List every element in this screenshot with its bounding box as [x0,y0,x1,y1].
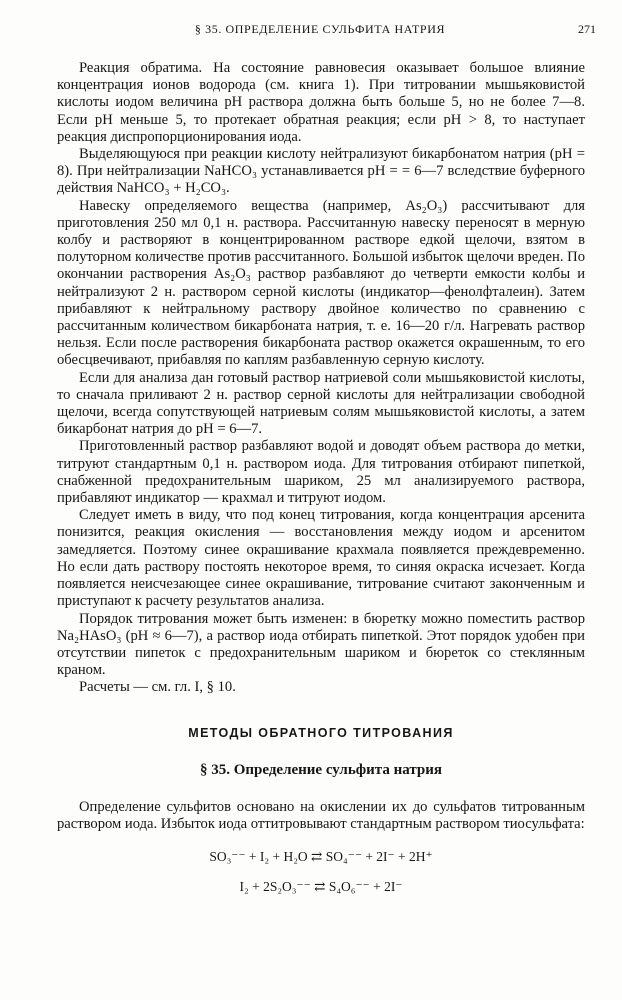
paragraph-reaction-reversible: Реакция обратима. На состояние равновесия оказывает большое влияние концентрация ионов водорода (см. книга 1). При титровании мышьяковистой кислоты иодом величина pH раствора должна быть больше 5, но не более 7—8. Если pH меньше 5, то протекает обратная реакция; если pH > 8, то наступает реакция диспропорционирования иода. [57,60,585,145]
paragraph-sulfite-intro: Определение сульфитов основано на окислении их до сульфатов титрованным раствором иода. Избыток иода оттитровывают стандартным раствором тиосульфата: [57,798,585,833]
paragraph-calculations: Расчеты — см. гл. I, § 10. [79,679,236,696]
running-header [56,22,596,37]
paragraph-end-point: Следует иметь в виду, что под конец титрования, когда концентрация арсенита понизится, реакция окисления — восстановления между иодом и арсенитом замедляется. Поэтому синее окрашивание крахмала появляется преждевременно. Но если дать раствору постоять некоторое время, то синяя окраска исчезает. Когда появляется неисчезающее синее окрашивание, титрование считают законченным и приступают к расчету результатов анализа. [57,507,585,610]
paragraph-order-change: Порядок титрования может быть изменен: в бюретку можно поместить раствор Na₂HAsO₃ (pH ≈ 6—7), а раствор иода отбирать пипеткой. Этот порядок удобен при отсутствии пипеток с предохранительным шариком и бюреток со стеклянным краном. [57,610,585,679]
section-heading: МЕТОДЫ ОБРАТНОГО ТИТРОВАНИЯ [188,725,454,740]
page-body [57,60,585,897]
paragraph-neutralization: Выделяющуюся при реакции кислоту нейтрализуют бикарбонатом натрия (pH = 8). При нейтрализации NaHCO₃ устанавливается pH = = 6—7 вследствие буферного действия NaHCO₃ + H₂CO₃. [57,146,585,197]
page-number: 271 [578,22,596,36]
section-title: § 35. Определение сульфита натрия [199,761,443,778]
paragraph-titration: Приготовленный раствор разбавляют водой и доводят объем раствора до метки, титруют стандартным 0,1 н. раствором иода. Для титрования отбирают пипеткой, снабженной предохранительным шариком, 25 мл анализируемого раствора, прибавляют индикатор — крахмал и титруют иодом. [57,438,585,507]
equation-iodine-thiosulfate: I₂ + 2S₂O₃⁻⁻ ⇄ S₄O₆⁻⁻ + 2I⁻ [239,879,403,895]
paragraph-ready-solution: Если для анализа дан готовый раствор натриевой соли мышьяковистой кислоты, то сначала приливают 2 н. раствор серной кислоты для нейтрализации свободной щелочи, всегда сопутствующей натриевым солям мышьяковистой кислоты, а затем бикарбонат натрия до pH = 6—7. [57,369,585,438]
running-title: § 35. ОПРЕДЕЛЕНИЕ СУЛЬФИТА НАТРИЯ [194,22,446,36]
paragraph-sample-preparation: Навеску определяемого вещества (например, As₂O₃) рассчитывают для приготовления 250 мл 0,1 н. раствора. Рассчитанную навеску переносят в мерную колбу и растворяют в концентрированном растворе едкой щелочи, взятом в полуторном количестве против рассчитанного. Большой избыток щелочи вреден. По окончании растворения As₂O₃ раствор разбавляют до четверти емкости колбы и нейтрализуют 2 н. раствором серной кислоты (индикатор—фенолфталеин). Затем прибавляют к нейтральному раствору двойное количество по сравнению с рассчитанным количеством бикарбоната натрия, т. е. 16—20 г/л. Нагревать раствор нельзя. Если после растворения бикарбоната раствор окажется окрашенным, то его обесцвечивают, прибавляя по каплям разбавленную серную кислоту. [57,197,585,369]
equation-sulfite-oxidation: SO₃⁻⁻ + I₂ + H₂O ⇄ SO₄⁻⁻ + 2I⁻ + 2H⁺ [209,849,433,865]
